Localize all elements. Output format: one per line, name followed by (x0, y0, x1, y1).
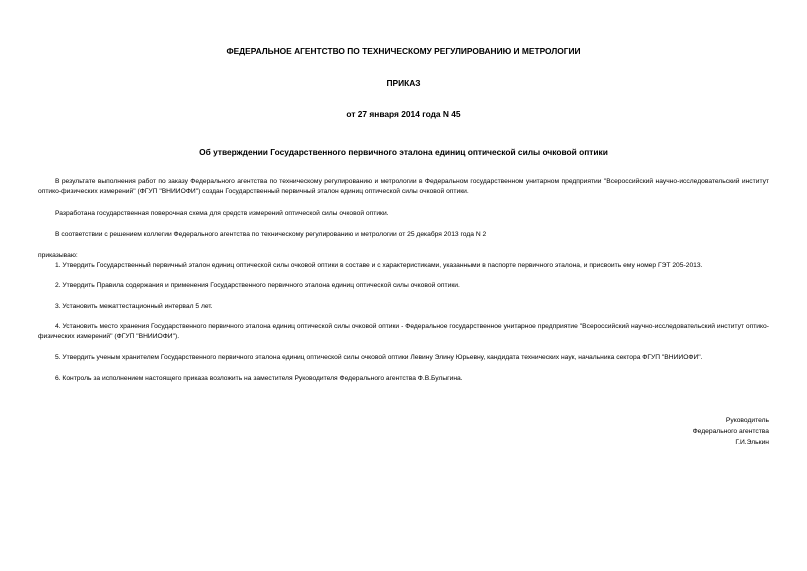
signature-block (693, 415, 769, 448)
order-item-3: 3. Установить межаттестационный интервал 5 лет. (55, 303, 213, 310)
order-item-1: 1. Утвердить Государственный первичный эталон единиц оптической силы очковой оптики в составе и с характеристиками, указанными в паспорте первичного эталона, и присвоить ему номер ГЭТ 205-2013. (55, 262, 703, 269)
intro-paragraph: В результате выполнения работ по заказу Федерального агентства по техническому регулированию и метрологии в Федеральном государственном унитарном предприятии "Всероссийский научно-исследовательский институт оптико-физических измерений" (ФГУП "ВНИИОФИ") создан Государственный первичный эталон единиц оптической силы очковой оптики. (38, 178, 769, 195)
signature-name: Г.И.Элькин (735, 439, 769, 446)
signature-position-line2: Федерального агентства (692, 428, 769, 435)
order-item-4: 4. Установить место хранения Государственного первичного эталона единиц оптической силы очковой оптики - Федеральное государственное унитарное предприятие "Всероссийский научно-исследовательский институт оптико-физических измерений" (ФГУП "ВНИИОФИ"). (38, 323, 769, 340)
order-word: приказываю: (38, 252, 78, 259)
document-page (38, 0, 769, 571)
accordance-paragraph: В соответствии с решением коллегии Федерального агентства по техническому регулированию и метрологии от 25 декабря 2013 года N 2 (55, 231, 487, 238)
order-item-6: 6. Контроль за исполнением настоящего приказа возложить на заместителя Руководителя Федерального агентства Ф.В.Булыгина. (55, 375, 463, 382)
order-item-2: 2. Утвердить Правила содержания и применения Государственного первичного эталона единиц оптической силы очковой оптики. (55, 282, 460, 289)
order-item-5: 5. Утвердить ученым хранителем Государственного первичного эталона единиц оптической силы очковой оптики Левину Элину Юрьевну, кандидата технических наук, начальника сектора ФГУП "ВНИИОФИ". (55, 354, 703, 361)
document-date-number: от 27 января 2014 года N 45 (346, 109, 461, 119)
scheme-paragraph: Разработана государственная поверочная схема для средств измерений оптической силы очковой оптики. (55, 210, 389, 217)
signature-position-line1: Руководитель (725, 417, 769, 424)
document-title: Об утверждении Государственного первичного эталона единиц оптической силы очковой оптики (199, 147, 608, 157)
agency-name: ФЕДЕРАЛЬНОЕ АГЕНТСТВО ПО ТЕХНИЧЕСКОМУ РЕГУЛИРОВАНИЮ И МЕТРОЛОГИИ (226, 46, 581, 56)
document-type: ПРИКАЗ (386, 78, 421, 88)
